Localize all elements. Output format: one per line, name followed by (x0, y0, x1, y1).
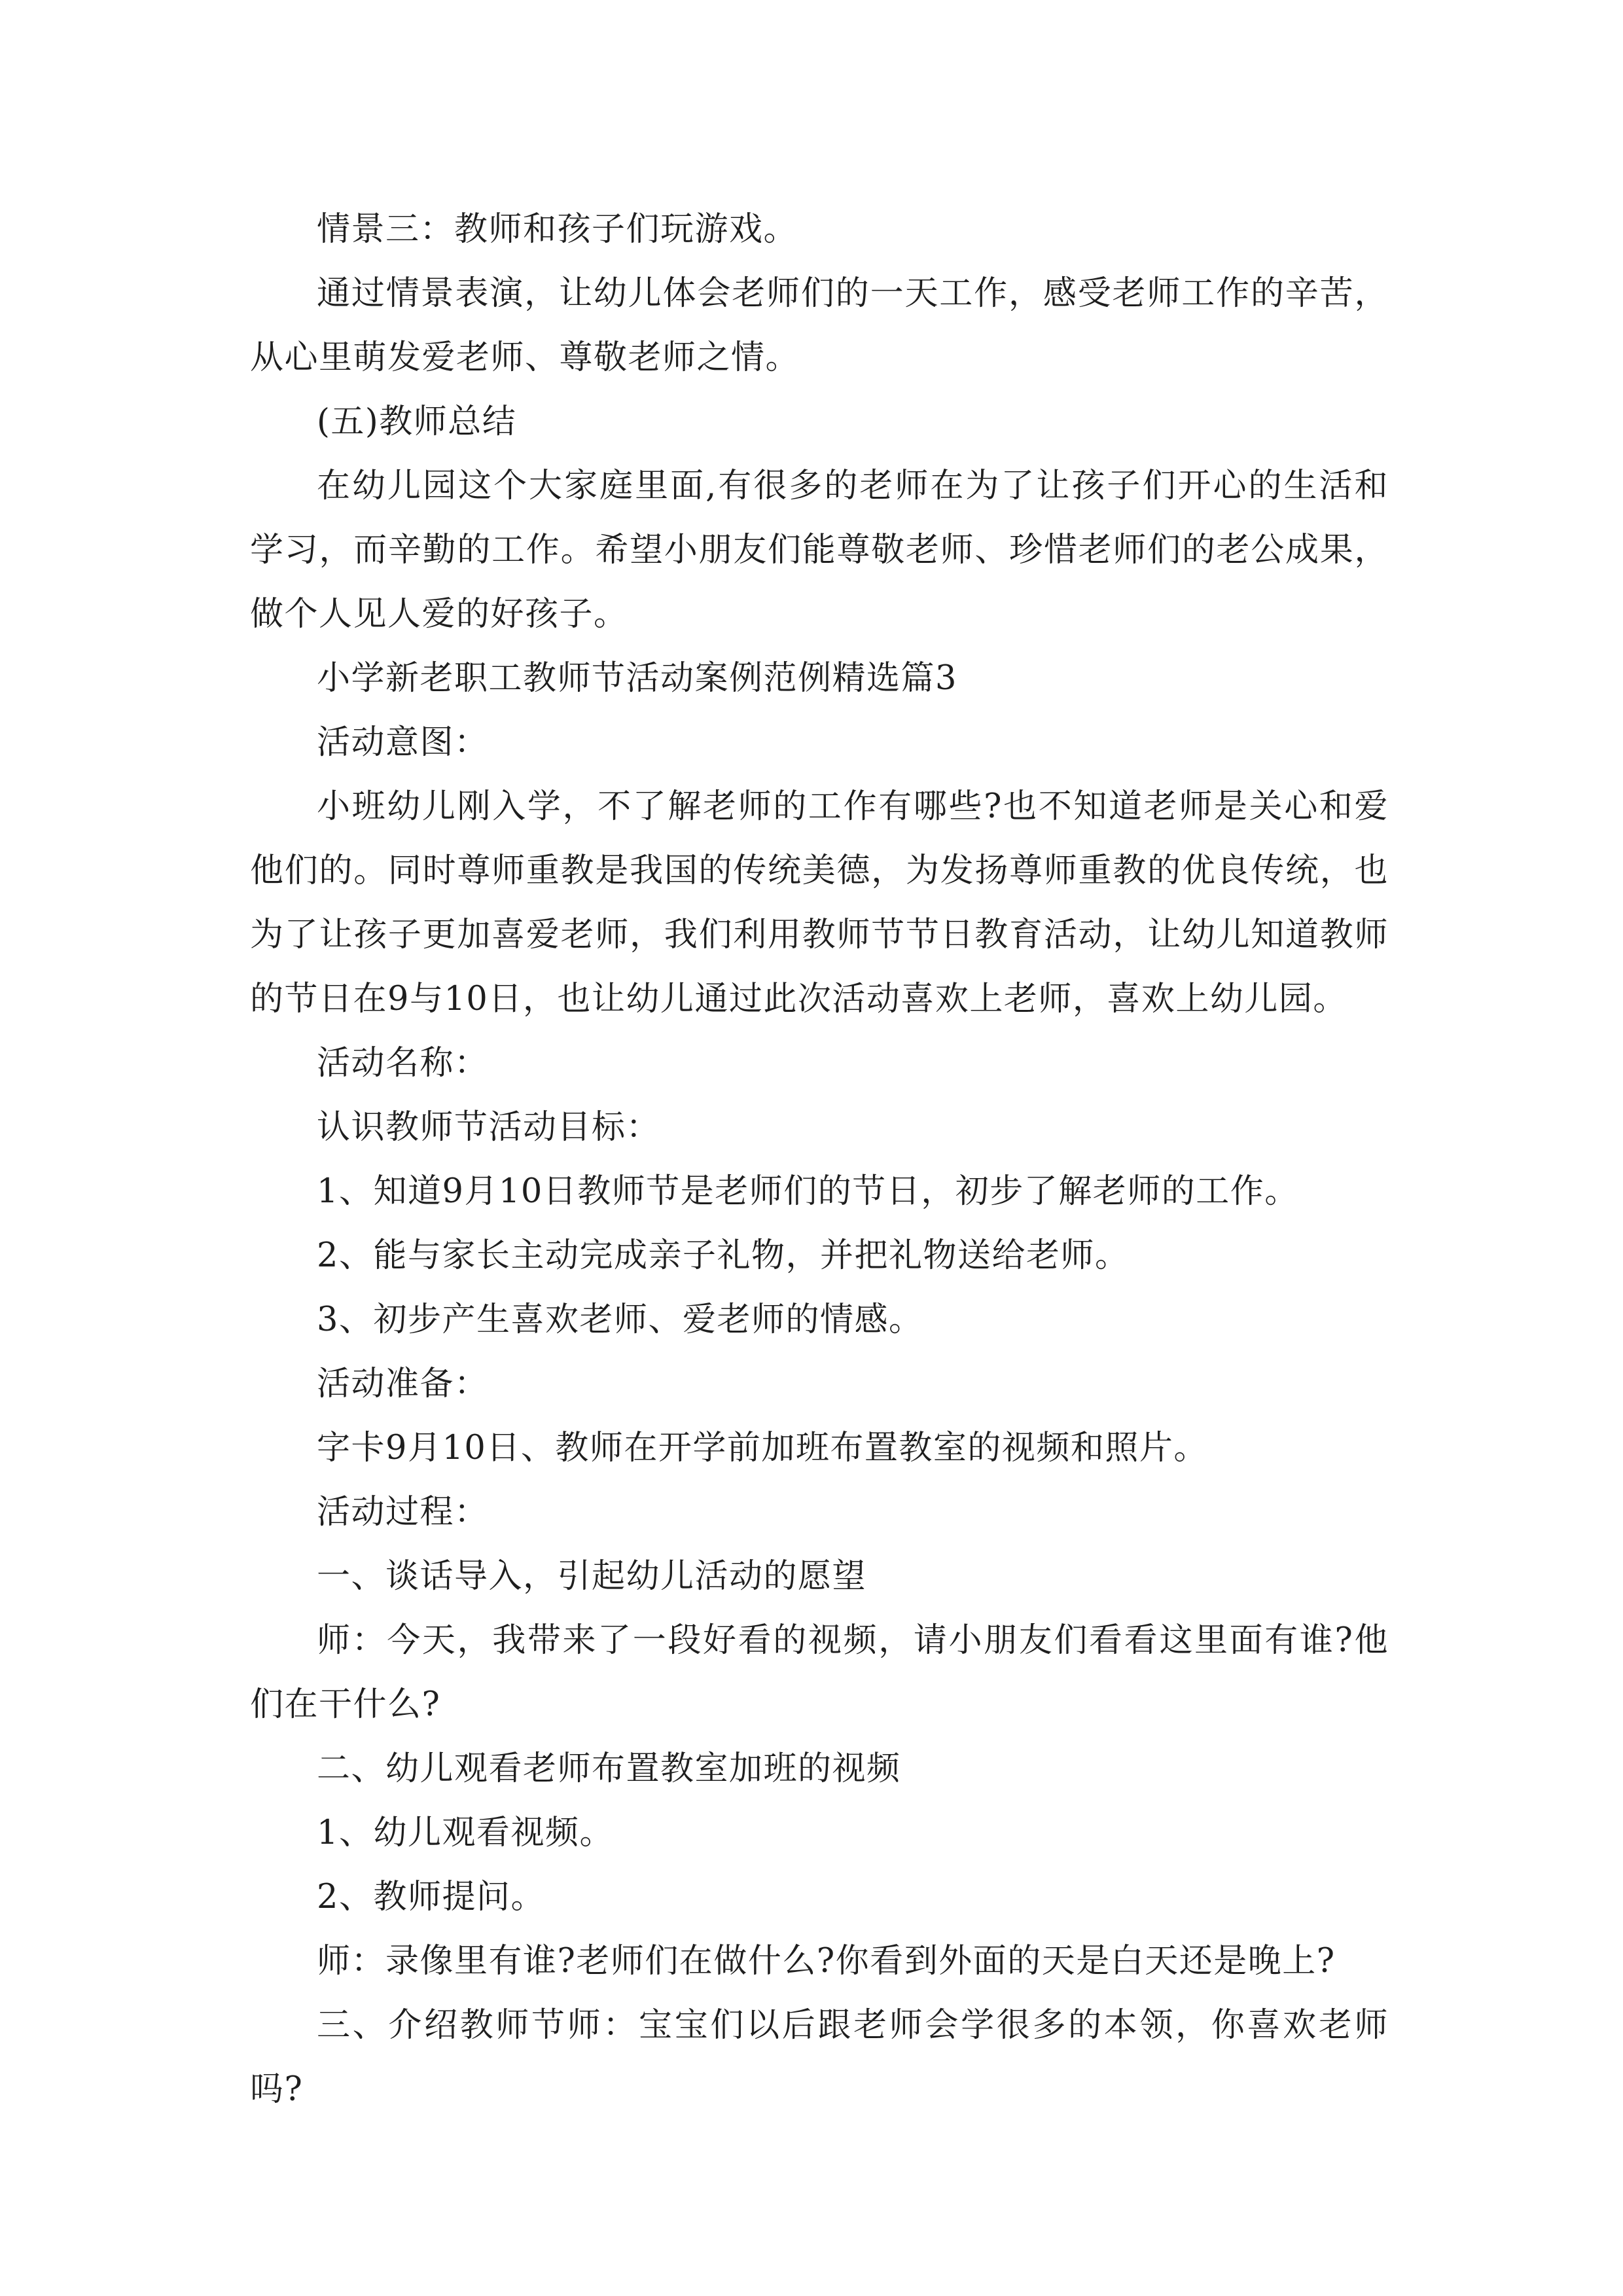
goal-item-3: 3、初步产生喜欢老师、爱老师的情感。 (317, 1300, 923, 1339)
heading-activity-process: 活动过程： (317, 1493, 489, 1532)
step-two-heading: 二、幼儿观看老师布置教室加班的视频 (317, 1749, 901, 1788)
paragraph-scene-three: 情景三：教师和孩子们玩游戏。 (317, 210, 798, 249)
paragraph-summary: 在幼儿园这个大家庭里面,有很多的老师在为了让孩子们开心的生活和学习，而辛勤的工作。希望小朋友们能尊敬老师、珍惜老师们的老公成果，做个人见人爱的好孩子。 (250, 467, 1389, 634)
paragraph-preparation: 字卡9月10日、教师在开学前加班布置教室的视频和照片。 (317, 1429, 1208, 1467)
heading-activity-preparation: 活动准备： (317, 1365, 489, 1403)
article-title-part-3: 小学新老职工教师节活动案例范例精选篇3 (317, 659, 957, 698)
step-three-heading: 三、介绍教师节师：宝宝们以后跟老师会学很多的本领，你喜欢老师吗? (250, 2006, 1389, 2109)
step-one-heading: 一、谈话导入，引起幼儿活动的愿望 (317, 1557, 867, 1596)
step-two-dialogue: 师：录像里有谁?老师们在做什么?你看到外面的天是白天还是晚上? (317, 1942, 1336, 1981)
goal-item-2: 2、能与家长主动完成亲子礼物，并把礼物送给老师。 (317, 1236, 1130, 1275)
heading-activity-intent: 活动意图： (317, 723, 489, 762)
goal-item-1: 1、知道9月10日教师节是老师们的节日，初步了解老师的工作。 (317, 1172, 1299, 1211)
step-two-item-1: 1、幼儿观看视频。 (317, 1814, 614, 1852)
paragraph-activity-intent: 小班幼儿刚入学，不了解老师的工作有哪些?也不知道老师是关心和爱他们的。同时尊师重教是我国的传统美德，为发扬尊师重教的优良传统，也为了让孩子更加喜爱老师，我们利用教师节节日教育活动，让幼儿知道教师的节日在9与10日，也让幼儿通过此次活动喜欢上老师，喜欢上幼儿园。 (250, 787, 1389, 1018)
step-one-dialogue: 师：今天，我带来了一段好看的视频，请小朋友们看看这里面有谁?他们在干什么? (250, 1621, 1389, 1724)
step-two-item-2: 2、教师提问。 (317, 1878, 545, 1916)
section-heading-summary: (五)教师总结 (317, 403, 517, 441)
document-body (250, 198, 1389, 2122)
heading-activity-name: 活动名称： (317, 1044, 489, 1083)
paragraph-performance: 通过情景表演，让幼儿体会老师们的一天工作，感受老师工作的辛苦，从心里萌发爱老师、尊敬老师之情。 (250, 274, 1389, 377)
heading-activity-goals: 认识教师节活动目标： (317, 1108, 661, 1147)
